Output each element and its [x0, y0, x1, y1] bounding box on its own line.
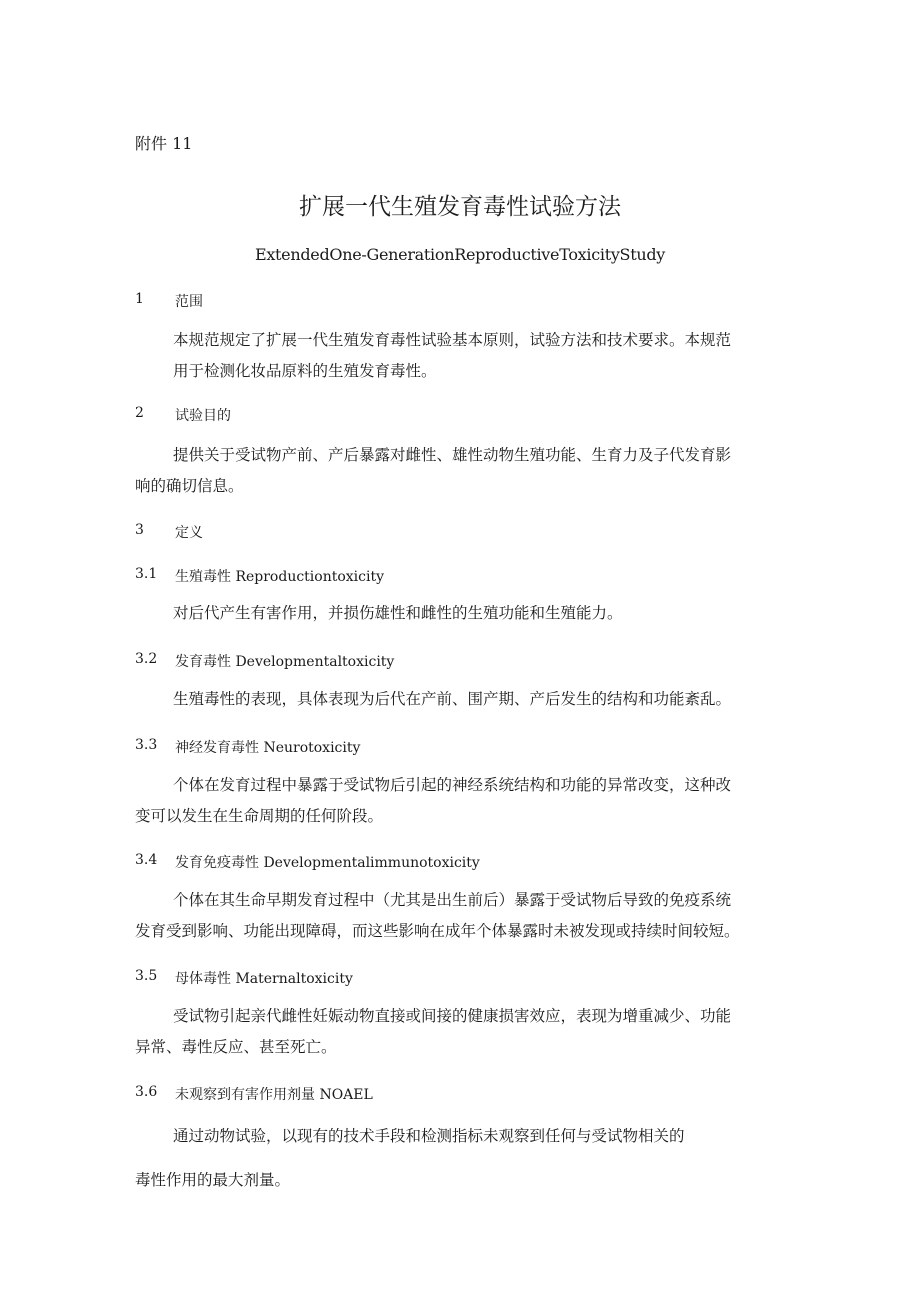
section-3-6-number: 3.6 — [135, 1084, 158, 1100]
section-3-4-heading: 发育免疫毒性 Developmentalimmunotoxicity — [175, 855, 480, 871]
section-2-number: 2 — [135, 405, 144, 421]
section-3-2-number: 3.2 — [135, 651, 158, 667]
section-3-heading: 定义 — [175, 525, 203, 541]
section-3-4-line-1: 个体在其生命早期发育过程中（尤其是出生前后）暴露于受试物后导致的免疫系统 — [173, 891, 732, 909]
section-3-2-line-1: 生殖毒性的表现，具体表现为后代在产前、围产期、产后发生的结构和功能紊乱。 — [173, 690, 732, 708]
section-1-number: 1 — [135, 291, 144, 307]
section-1-line-2: 用于检测化妆品原料的生殖发育毒性。 — [173, 362, 437, 380]
attachment-label: 附件 11 — [135, 134, 193, 153]
section-2-line-1: 提供关于受试物产前、产后暴露对雌性、雄性动物生殖功能、生育力及子代发育影 — [173, 446, 732, 464]
section-3-1-line-1: 对后代产生有害作用，并损伤雄性和雌性的生殖功能和生殖能力。 — [173, 604, 623, 622]
section-3-3-line-2: 变可以发生在生命周期的任何阶段。 — [135, 807, 384, 825]
section-2-line-2: 响的确切信息。 — [135, 477, 244, 495]
section-3-3-line-1: 个体在发育过程中暴露于受试物后引起的神经系统结构和功能的异常改变，这种改 — [173, 776, 732, 794]
section-3-3-heading: 神经发育毒性 Neurotoxicity — [175, 740, 361, 756]
section-3-5-number: 3.5 — [135, 968, 158, 984]
section-3-4-line-2: 发育受到影响、功能出现障碍，而这些影响在成年个体暴露时未被发现或持续时间较短。 — [135, 922, 740, 940]
section-3-6-line-1: 通过动物试验，以现有的技术手段和检测指标未观察到任何与受试物相关的 — [173, 1127, 685, 1145]
document-title: 扩展一代生殖发育毒性试验方法 — [299, 194, 621, 220]
section-3-6-line-2: 毒性作用的最大剂量。 — [135, 1171, 291, 1189]
section-1-line-1: 本规范规定了扩展一代生殖发育毒性试验基本原则，试验方法和技术要求。本规范 — [173, 331, 732, 349]
section-3-1-number: 3.1 — [135, 566, 158, 582]
section-3-3-number: 3.3 — [135, 737, 158, 753]
section-3-5-heading: 母体毒性 Maternaltoxicity — [175, 971, 353, 987]
section-1-heading: 范围 — [175, 294, 203, 310]
section-3-4-number: 3.4 — [135, 852, 158, 868]
section-2-heading: 试验目的 — [175, 408, 231, 424]
section-3-number: 3 — [135, 522, 144, 538]
section-3-6-heading: 未观察到有害作用剂量 NOAEL — [175, 1087, 373, 1103]
document-subtitle: ExtendedOne-GenerationReproductiveToxicityStudy — [254, 245, 666, 264]
section-3-5-line-1: 受试物引起亲代雌性妊娠动物直接或间接的健康损害效应，表现为增重减少、功能 — [173, 1007, 732, 1025]
section-3-1-heading: 生殖毒性 Reproductiontoxicity — [175, 569, 385, 585]
section-3-5-line-2: 异常、毒性反应、甚至死亡。 — [135, 1038, 337, 1056]
section-3-2-heading: 发育毒性 Developmentaltoxicity — [175, 654, 395, 670]
